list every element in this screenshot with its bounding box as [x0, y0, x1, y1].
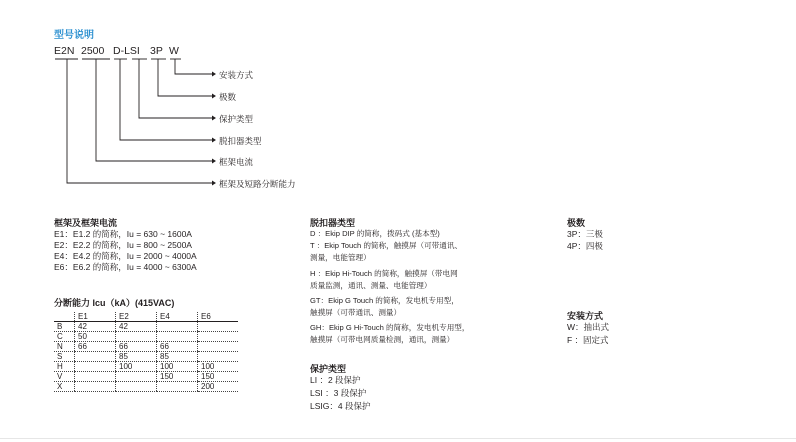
protection-line: LSI ：3 段保护: [310, 388, 367, 398]
trip-line: T ：Ekip Touch 的简称，触摸屏（可带通讯、: [310, 241, 463, 250]
trip-line: D ：Ekip DIP 的简称，拨码式 (基本型): [310, 229, 440, 238]
legend-mounting: 安装方式: [219, 70, 254, 80]
protection-heading: 保护类型: [310, 364, 347, 374]
table-cell: 150: [157, 372, 198, 382]
frame-line: E2：E2.2 的简称，Iu = 800 ~ 2500A: [54, 240, 192, 250]
poles-line: 4P：四极: [567, 241, 603, 251]
table-cell: X: [54, 382, 75, 392]
table-cell: [75, 352, 116, 362]
code-current: 2500: [81, 45, 105, 57]
mounting-heading: 安装方式: [567, 311, 604, 321]
table-row: [54, 342, 238, 352]
trip-line: 质量监测，通讯、测量、电能管理）: [310, 281, 432, 290]
table-cell: [75, 362, 116, 372]
table-cell: 66: [116, 342, 157, 352]
table-cell: 100: [116, 362, 157, 372]
table-row: [54, 372, 238, 382]
table-header-cell: E2: [116, 312, 157, 322]
frame-line: E1：E1.2 的简称，Iu = 630 ~ 1600A: [54, 229, 192, 239]
breaking-capacity-table: [54, 312, 238, 392]
table-cell: 150: [198, 372, 239, 382]
table-cell: [198, 332, 239, 342]
code-frame-type: E2N: [54, 45, 75, 57]
trip-line: H ：Ekip Hi-Touch 的简称，触摸屏（带电网: [310, 269, 458, 278]
table-cell: H: [54, 362, 75, 372]
table-header-cell: E4: [157, 312, 198, 322]
table-header-cell: E6: [198, 312, 239, 322]
table-cell: 85: [157, 352, 198, 362]
frame-heading: 框架及框架电流: [54, 218, 118, 228]
table-cell: 50: [75, 332, 116, 342]
table-cell: [75, 382, 116, 392]
table-cell: S: [54, 352, 75, 362]
table-cell: 66: [157, 342, 198, 352]
table-row: [54, 322, 238, 332]
table-cell: [198, 322, 239, 332]
code-mounting: W: [169, 45, 179, 57]
trip-line: 触摸屏（可带通讯、测量）: [310, 308, 402, 317]
table-cell: B: [54, 322, 75, 332]
table-cell: [157, 382, 198, 392]
protection-line: LI ：2 段保护: [310, 375, 361, 385]
bottom-divider: [0, 438, 796, 439]
page-title: 型号说明: [54, 30, 94, 41]
frame-line: E6：E6.2 的简称，Iu = 4000 ~ 6300A: [54, 262, 197, 272]
mounting-line: F ：固定式: [567, 335, 609, 345]
table-cell: [116, 372, 157, 382]
table-cell: C: [54, 332, 75, 342]
protection-line: LSIG：4 段保护: [310, 401, 371, 411]
trip-line: 触摸屏（可带电网质量检测，通讯，测量）: [310, 335, 455, 344]
table-cell: 42: [116, 322, 157, 332]
table-cell: [116, 382, 157, 392]
legend-frame-current: 框架电流: [219, 157, 254, 167]
table-cell: [198, 342, 239, 352]
table-cell: 200: [198, 382, 239, 392]
table-cell: V: [54, 372, 75, 382]
table-cell: [157, 332, 198, 342]
table-cell: 100: [198, 362, 239, 372]
table-cell: [198, 352, 239, 362]
trip-line: GT：Ekip G Touch 的简称，发电机专用型，: [310, 296, 459, 305]
table-row: [54, 362, 238, 372]
poles-heading: 极数: [567, 218, 586, 228]
table-cell: 42: [75, 322, 116, 332]
table-row: [54, 352, 238, 362]
trip-line: GH：Ekip G Hi-Touch 的简称，发电机专用型，: [310, 323, 470, 332]
trip-line: 测量，电能管理）: [310, 253, 371, 262]
table-row: [54, 382, 238, 392]
table-cell: [157, 322, 198, 332]
table-cell: [75, 372, 116, 382]
trip-heading: 脱扣器类型: [310, 218, 356, 228]
frame-line: E4：E4.2 的简称，Iu = 2000 ~ 4000A: [54, 251, 197, 261]
code-poles: 3P: [150, 45, 163, 57]
table-cell: 85: [116, 352, 157, 362]
table-cell: 100: [157, 362, 198, 372]
table-cell: N: [54, 342, 75, 352]
legend-protection: 保护类型: [219, 114, 254, 124]
legend-poles: 极数: [219, 92, 237, 102]
breaking-heading: 分断能力 Icu（kA）(415VAC): [54, 298, 175, 308]
table-header-cell: E1: [75, 312, 116, 322]
table-header-cell: [54, 312, 75, 322]
poles-line: 3P：三极: [567, 229, 603, 239]
legend-frame-breaking: 框架及短路分断能力: [219, 179, 296, 189]
mounting-line: W：抽出式: [567, 322, 610, 332]
table-header-row: [54, 312, 238, 322]
table-row: [54, 332, 238, 342]
table-cell: 66: [75, 342, 116, 352]
table-cell: [116, 332, 157, 342]
code-trip-protection: D-LSI: [113, 45, 140, 57]
legend-trip-unit: 脱扣器类型: [219, 136, 262, 146]
